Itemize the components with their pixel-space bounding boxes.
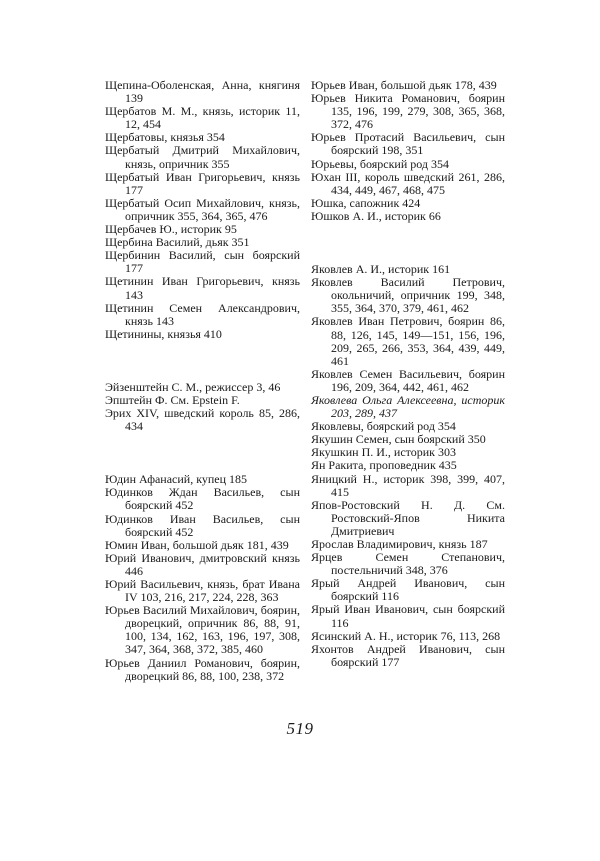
index-entry: Щербатый Иван Григорьевич, князь 177	[105, 169, 300, 197]
section-gap	[311, 223, 505, 263]
index-entry: Юрьевы, боярский род 354	[311, 156, 450, 171]
index-column-right	[311, 79, 505, 669]
index-entry: Яковлевы, боярский род 354	[311, 419, 456, 434]
index-entry: Щербатый Дмитрий Михайлович, князь, опричник 355	[105, 143, 300, 171]
index-entry: Якушин Семен, сын боярский 350	[311, 432, 486, 447]
index-entry: Щепина-Оболенская, Анна, княгиня 139	[105, 78, 300, 106]
index-column-left	[105, 79, 300, 683]
index-entry: Юшка, сапожник 424	[311, 195, 421, 210]
section-gap	[105, 341, 300, 381]
index-entry: Яковлев А. И., историк 161	[311, 262, 451, 277]
index-entry: Ясинский А. Н., историк 76, 113, 268	[311, 628, 501, 643]
index-entry: Юшков А. И., историк 66	[311, 208, 441, 223]
index-entry: Япов-Ростовский Н. Д. См. Ростовский-Япов Никита Дмитриевич	[311, 497, 505, 538]
index-entry: Юрий Васильевич, князь, брат Ивана IV 103, 216, 217, 224, 228, 363	[105, 577, 300, 605]
index-entry: Ян Ракита, проповедник 435	[311, 458, 457, 473]
index-entry: Юдинков Ждан Васильев, сын боярский 452	[105, 485, 300, 513]
index-entry: Эпштейн Ф. См. Epstein F.	[105, 392, 240, 407]
index-entry: Юрьев Даниил Романович, боярин, дворецкий 86, 88, 100, 238, 372	[105, 655, 300, 683]
index-entry: Яхонтов Андрей Иванович, сын боярский 177	[311, 641, 505, 669]
index-entry: Юмин Иван, большой дьяк 181, 439	[105, 537, 289, 552]
index-entry: Юрьев Василий Михайлович, боярин, дворецкий, опричник 86, 88, 91, 100, 134, 162, 163, 196, 197, 308, 347, 364, 368, 372, 385, 460	[105, 603, 300, 657]
index-entry: Эрих XIV, шведский король 85, 286, 434	[105, 406, 300, 434]
section-gap	[105, 433, 300, 473]
index-entry: Яковлев Иван Петрович, боярин 86, 88, 126, 145, 149—151, 156, 196, 209, 265, 266, 353, 364, 439, 449, 461	[311, 314, 505, 368]
index-entry: Щетинины, князья 410	[105, 326, 222, 341]
index-entry: Ярослав Владимирович, князь 187	[311, 537, 488, 551]
index-entry: Щетинин Иван Григорьевич, князь 143	[105, 274, 300, 302]
index-entry: Яковлев Семен Васильевич, боярин 196, 209, 364, 442, 461, 462	[311, 366, 505, 394]
index-entry: Щербачев Ю., историк 95	[105, 222, 237, 237]
index-entry: Юрьев Иван, большой дьяк 178, 439	[311, 78, 497, 92]
index-entry: Ярцев Семен Степанович, постельничий 348, 376	[311, 550, 505, 578]
index-entry: Щербинин Василий, сын боярский 177	[105, 248, 300, 276]
index-entry: Щербатый Осип Михайлович, князь, опричник 355, 364, 365, 476	[105, 195, 300, 223]
page-number: 519	[286, 719, 314, 738]
index-entry: Юдинков Иван Васильев, сын боярский 452	[105, 511, 300, 539]
index-entry: Яковлева Ольга Алексеевна, историк 203, 289, 437	[311, 392, 505, 421]
index-entry: Яковлев Василий Петрович, окольничий, опричник 199, 348, 355, 364, 370, 379, 461, 462	[311, 275, 505, 316]
index-entry: Щербатов М. М., князь, историк 11, 12, 454	[105, 104, 300, 132]
index-entry: Яницкий Н., историк 398, 399, 407, 415	[311, 471, 505, 499]
index-entry: Ярый Андрей Иванович, сын боярский 116	[311, 576, 505, 604]
index-entry: Щербина Василий, дьяк 351	[105, 235, 250, 250]
index-entry: Ярый Иван Иванович, сын боярский 116	[311, 602, 505, 630]
index-entry: Щербатовы, князья 354	[105, 130, 225, 145]
index-entry: Якушкин П. И., историк 303	[311, 445, 456, 460]
index-entry: Юрьев Протасий Васильевич, сын боярский 198, 351	[311, 130, 505, 158]
index-entry: Эйзенштейн С. М., режиссер 3, 46	[105, 379, 281, 394]
index-entry: Юрьев Никита Романович, боярин 135, 196, 199, 279, 308, 365, 368, 372, 476	[311, 91, 505, 132]
index-entry: Юхан III, король шведский 261, 286, 434, 449, 467, 468, 475	[311, 169, 505, 197]
index-entry: Юдин Афанасий, купец 185	[105, 472, 248, 487]
index-entry: Щетинин Семен Александрович, князь 143	[105, 300, 300, 328]
index-entry: Юрий Иванович, дмитровский князь 446	[105, 550, 300, 578]
